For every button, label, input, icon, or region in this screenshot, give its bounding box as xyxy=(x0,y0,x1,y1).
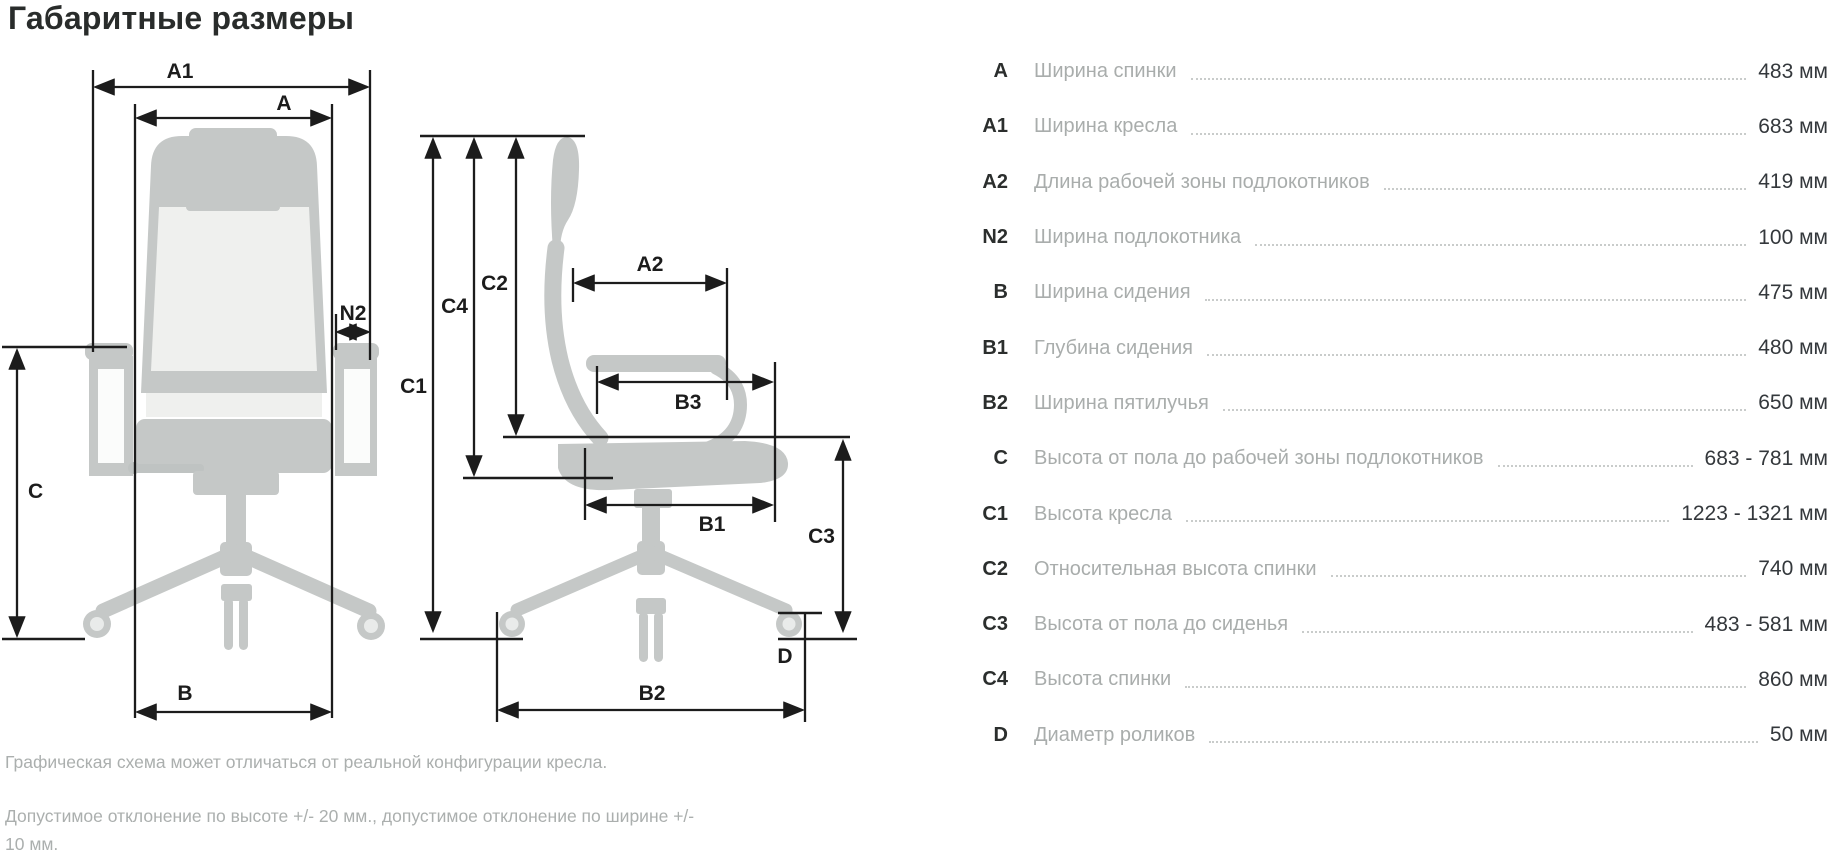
dim-label-d: D xyxy=(777,645,793,668)
tolerance-note: Допустимое отклонение по высоте +/- 20 мм., допустимое отклонение по ширине +/- 10 мм. xyxy=(5,806,695,854)
dotted-leader xyxy=(1255,244,1746,246)
dim-code: A1 xyxy=(982,115,1008,138)
dim-value: 683 - 781 мм xyxy=(1704,446,1828,470)
table-row xyxy=(968,210,1828,265)
dim-code: A2 xyxy=(982,170,1008,193)
dim-description: Ширина кресла xyxy=(1034,115,1178,138)
dim-label-c2: C2 xyxy=(481,272,508,295)
side-view xyxy=(400,136,857,722)
dotted-leader xyxy=(1209,741,1758,743)
dim-description: Высота от пола до сиденья xyxy=(1034,613,1289,636)
dotted-leader xyxy=(1498,465,1693,467)
chair-dimension-diagram xyxy=(0,0,900,854)
dim-description: Высота от пола до рабочей зоны подлокотников xyxy=(1034,447,1484,470)
dim-description: Ширина спинки xyxy=(1034,60,1177,83)
dotted-leader xyxy=(1302,631,1692,633)
dim-description: Диаметр роликов xyxy=(1034,723,1196,746)
dotted-leader xyxy=(1191,133,1746,135)
dim-code: N2 xyxy=(982,226,1008,249)
table-row xyxy=(968,376,1828,431)
table-row xyxy=(968,44,1828,99)
dotted-leader xyxy=(1207,354,1746,356)
dim-code: C4 xyxy=(982,668,1008,691)
notes xyxy=(5,748,700,858)
dim-value: 740 мм xyxy=(1758,557,1828,581)
table-row xyxy=(968,542,1828,597)
disclaimer-note: Графическая схема может отличаться от реальной конфигурации кресла. xyxy=(5,752,608,772)
dim-value: 483 - 581 мм xyxy=(1704,612,1828,636)
dotted-leader xyxy=(1205,299,1747,301)
dim-value: 480 мм xyxy=(1758,336,1828,360)
dim-label-a1: A1 xyxy=(166,60,194,83)
dim-label-c1: C1 xyxy=(400,375,427,398)
dim-description: Высота кресла xyxy=(1034,502,1173,525)
dim-value: 1223 - 1321 мм xyxy=(1681,502,1828,526)
dim-description: Глубина сидения xyxy=(1034,336,1193,359)
page-title: Габаритные размеры xyxy=(8,0,355,36)
dim-code: C1 xyxy=(982,502,1008,525)
dimensions-table xyxy=(968,44,1828,763)
dim-label-c: C xyxy=(28,480,44,503)
dim-value: 100 мм xyxy=(1758,225,1828,249)
dim-label-c4: C4 xyxy=(441,295,468,318)
table-row xyxy=(968,99,1828,154)
table-row xyxy=(968,265,1828,320)
dim-description: Ширина подлокотника xyxy=(1034,226,1242,249)
dim-code: B xyxy=(993,281,1008,304)
dim-description: Ширина сидения xyxy=(1034,281,1191,304)
dotted-leader xyxy=(1185,686,1746,688)
table-row xyxy=(968,597,1828,652)
table-row xyxy=(968,708,1828,763)
dim-code: C3 xyxy=(982,613,1008,636)
table-row xyxy=(968,486,1828,541)
dim-description: Высота спинки xyxy=(1034,668,1172,691)
dotted-leader xyxy=(1186,520,1669,522)
dim-value: 860 мм xyxy=(1758,667,1828,691)
dim-description: Длина рабочей зоны подлокотников xyxy=(1034,170,1370,193)
dim-label-b: B xyxy=(177,682,193,705)
dotted-leader xyxy=(1331,575,1747,577)
dim-code: C2 xyxy=(982,557,1008,580)
dotted-leader xyxy=(1191,78,1747,80)
chair-front-silhouette xyxy=(83,128,385,650)
dim-value: 650 мм xyxy=(1758,391,1828,415)
dim-value: 419 мм xyxy=(1758,170,1828,194)
dim-code: C xyxy=(993,447,1008,470)
dim-code: A xyxy=(993,60,1008,83)
dim-value: 50 мм xyxy=(1769,723,1828,747)
dim-description: Относительная высота спинки xyxy=(1034,557,1317,580)
dim-label-c3: C3 xyxy=(808,525,835,548)
chair-side-silhouette xyxy=(499,137,802,662)
dim-code: D xyxy=(993,723,1008,746)
dim-label-b3: B3 xyxy=(674,391,702,414)
table-row xyxy=(968,320,1828,375)
table-row xyxy=(968,431,1828,486)
dim-description: Ширина пятилучья xyxy=(1034,391,1209,414)
dim-label-a: A xyxy=(276,92,292,115)
table-row xyxy=(968,155,1828,210)
front-view xyxy=(2,60,385,718)
dotted-leader xyxy=(1384,188,1746,190)
dim-label-b2: B2 xyxy=(638,682,666,705)
dim-value: 683 мм xyxy=(1758,114,1828,138)
dim-label-b1: B1 xyxy=(698,513,726,536)
dim-value: 483 мм xyxy=(1758,59,1828,83)
dim-label-n2: N2 xyxy=(339,302,367,325)
dim-code: B2 xyxy=(982,391,1008,414)
dim-code: B1 xyxy=(982,336,1008,359)
dim-label-a2: A2 xyxy=(636,253,664,276)
dotted-leader xyxy=(1223,409,1746,411)
table-row xyxy=(968,652,1828,707)
dim-value: 475 мм xyxy=(1758,280,1828,304)
